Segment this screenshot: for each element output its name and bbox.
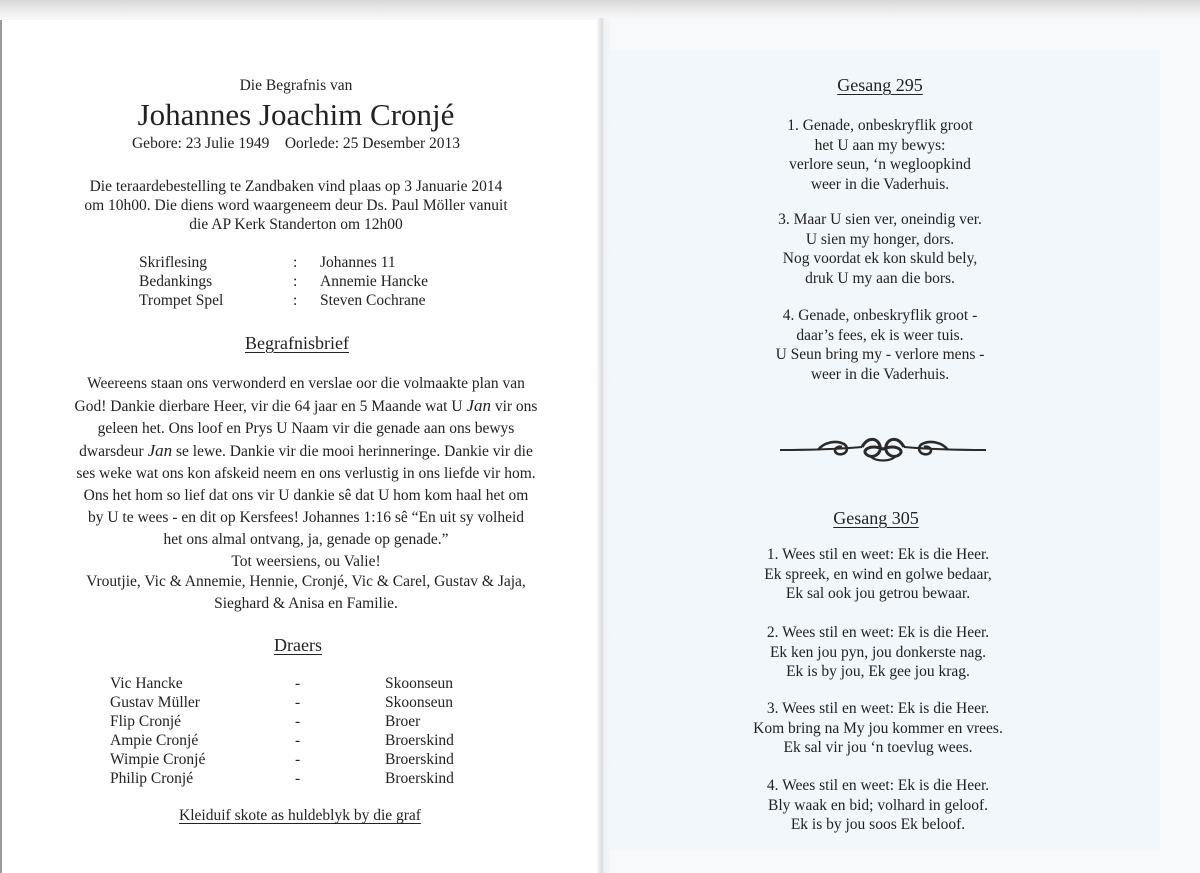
hymn-305-verse [767,623,989,682]
verse-line: Ek is by jou soos Ek beloof. [790,816,966,833]
bearer-dash: - [295,751,301,768]
bearer-dash: - [295,770,301,787]
programme-separator: : [293,254,298,271]
bearer-name: Philip Cronjé [110,770,194,787]
letter-line: Ons het hom so lief dat ons vir U dankie sê dat U hom kom haal het om [83,487,529,504]
programme-value: Steven Cochrane [320,292,426,309]
verse-line: Ek is by jou, Ek gee jou krag. [786,663,970,680]
programme-label: Bedankings [139,273,213,290]
letter-line [75,395,538,418]
bearer-name: Flip Cronjé [110,713,182,730]
scroll-flourish-icon [778,432,988,466]
programme-value: Johannes 11 [320,254,396,271]
bearer-name: Gustav Müller [110,694,200,711]
service-line: Die teraardebestelling te Zandbaken vind plaas op 3 Januarie 2014 [89,178,503,195]
letter-line: Weereens staan ons verwonderd en verslae oor die volmaakte plan van [87,375,525,392]
hymn-295-verse [787,116,973,194]
service-line: om 10h00. Die diens word waargeneem deur Ds. Paul Möller vanuit [84,197,508,214]
letter-text: God! Dankie dierbare Heer, vir die 64 jaar en 5 Maande wat U [74,398,467,415]
verse-line: Ek ken jou pyn, jou donkerste nag. [769,643,987,661]
verse-line: het U aan my bewys: [814,136,946,154]
right-page-margin-top [608,20,1158,52]
verse-line: weer in die Vaderhuis. [810,365,950,383]
verse-line: U sien my honger, dors. [805,230,955,248]
hymn-305-verse [767,776,989,835]
birth-death-dates: Gebore: 23 Julie 1949 Oorlede: 25 Desember 2013 [131,135,461,152]
verse-line: 1. Genade, onbeskryflik groot [787,117,973,134]
programme-label: Skriflesing [139,254,208,271]
verse-line: daar’s fees, ek is weer tuis. [796,326,964,344]
letter-line [75,440,538,463]
verse-line: 4. Genade, onbeskryflik groot - [782,307,978,324]
verse-line: 3. Wees stil en weet: Ek is die Heer. [766,700,990,717]
bearer-dash: - [295,732,301,749]
hymn-295-title: Gesang 295 [837,75,923,95]
letter-line: by U te wees - en dit op Kersfees! Johannes 1:16 sê “En uit sy volheid [87,509,525,526]
bearer-dash: - [295,713,301,730]
family-line: Sieghard & Anisa en Familie. [214,595,398,612]
bearer-relation: Broer [385,713,421,730]
bearer-relation: Skoonseun [385,694,454,711]
bearer-name: Wimpie Cronjé [110,751,206,768]
programme-label: Trompet Spel [139,292,224,309]
verse-line: 1. Wees stil en weet: Ek is die Heer. [766,546,990,563]
verse-line: U Seun bring my - verlore mens - [775,346,985,363]
left-page-edge [0,20,2,873]
letter-text: vir ons [490,398,538,415]
letter-text: dwarsdeur [79,443,148,460]
verse-line: Ek sal vir jou ‘n toevlug wees. [783,739,973,756]
verse-line: Nog voordat ek kon skuld bely, [782,250,978,267]
bearer-relation: Broerskind [385,770,454,787]
family-line: Vroutjie, Vic & Annemie, Hennie, Cronjé, Vic & Carel, Gustav & Jaja, [86,573,526,590]
programme-separator: : [293,292,298,309]
closing-note: Kleiduif skote as huldeblyk by die graf [179,807,421,824]
hymn-305-verse [753,699,1003,758]
verse-line: Ek spreek, en wind en golwe bedaar, [764,565,992,583]
bearers-heading: Draers [274,635,322,655]
service-line: die AP Kerk Standerton om 12h00 [189,216,403,233]
verse-line: 2. Wees stil en weet: Ek is die Heer. [766,624,990,641]
intro-line: Die Begrafnis van [239,77,353,94]
bearer-name: Vic Hancke [110,675,183,692]
deceased-name: Johannes Joachim Cronjé [137,97,455,132]
programme-value: Annemie Hancke [320,273,429,290]
hymn-305-verse [764,545,992,604]
bearer-dash: - [295,694,301,711]
letter-line: ses weke wat ons kon afskeid neem en ons verlustig in ons liefde vir hom. [76,465,536,482]
funeral-letter [75,373,538,573]
programme-separator: : [293,273,298,290]
verse-line: 3. Maar U sien ver, oneindig ver. [778,211,982,228]
hymn-295-verse [776,306,985,384]
letter-name-emphasis: Jan [466,396,491,415]
bearer-relation: Broerskind [385,751,454,768]
letter-line: het ons almal ontvang, ja, genade op genade.” [163,531,449,548]
service-details [84,176,507,236]
bearer-relation: Broerskind [385,732,454,749]
bearer-dash: - [295,675,301,692]
letter-name-emphasis: Jan [147,441,173,460]
letter-text: se lewe. Dankie vir die mooi herinneringe. Dankie vir die [172,443,533,460]
letter-line: geleen het. Ons loof en Prys U Naam vir die genade aan ons bewys [97,420,515,437]
bearer-relation: Skoonseun [385,675,454,692]
page-fold [596,18,610,873]
bearer-name: Ampie Cronjé [110,732,199,749]
right-page-margin-bottom [608,848,1158,873]
verse-line: Bly waak en bid; volhard in geloof. [768,796,988,814]
verse-line: Kom bring na My jou kommer en vrees. [753,719,1003,737]
right-page-margin-side [1158,20,1200,873]
letter-line: Tot weersiens, ou Valie! [231,553,381,570]
verse-line: druk U my aan die bors. [805,269,955,287]
verse-line: Ek sal ook jou getrou bewaar. [785,585,971,602]
verse-line: weer in die Vaderhuis. [810,175,950,193]
hymn-295-verse [778,210,982,288]
letter-heading: Begrafnisbrief [245,333,349,353]
family-signoff [86,571,526,615]
verse-line: verlore seun, ‘n wegloopkind [789,156,971,173]
hymn-305-title: Gesang 305 [833,508,919,528]
verse-line: 4. Wees stil en weet: Ek is die Heer. [766,777,990,794]
